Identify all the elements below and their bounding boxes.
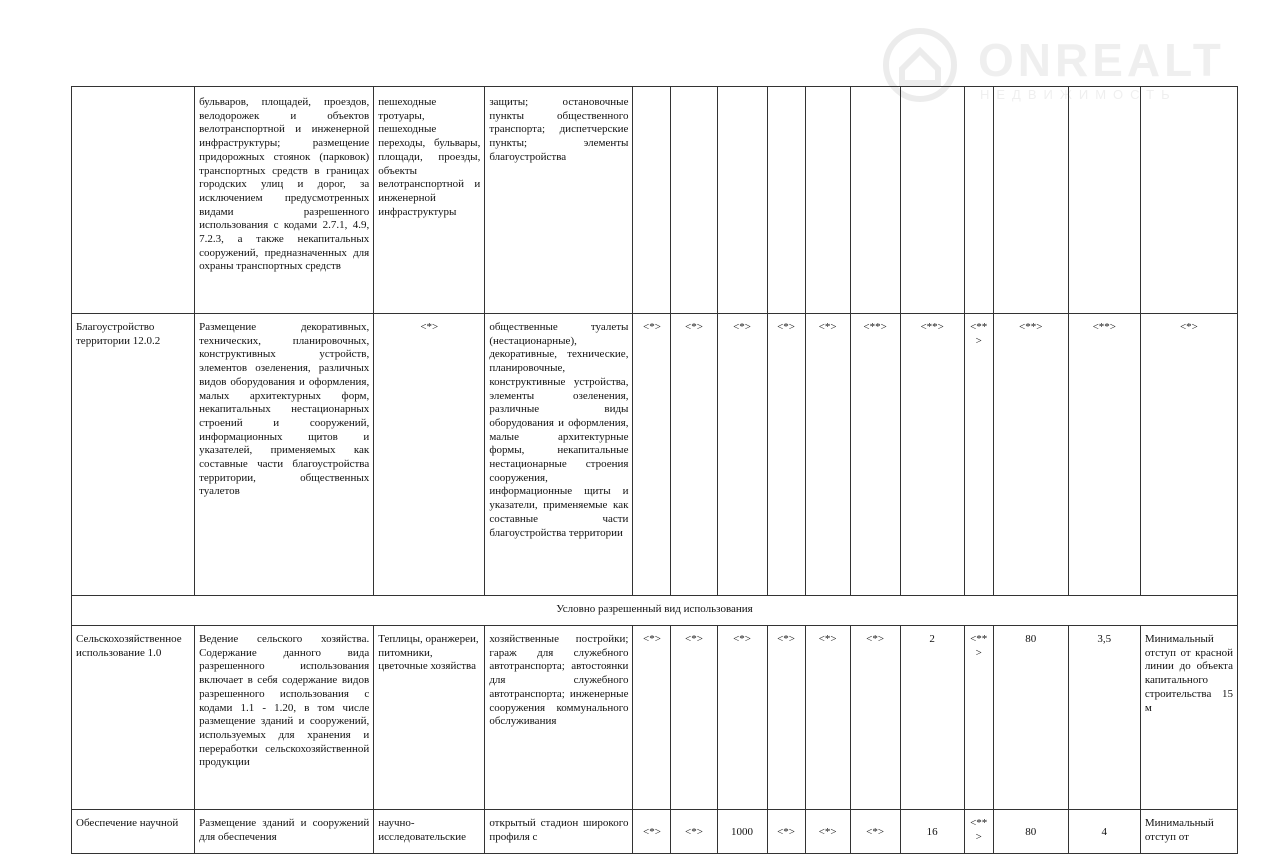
- row4-param-1: <*>: [633, 810, 671, 854]
- row2-param-1: <*>: [633, 314, 671, 596]
- row1-param-11: [1140, 87, 1237, 314]
- row3-param-2: <*>: [671, 626, 717, 810]
- row3-main-objects: Теплицы, оранжереи, питомники, цветочные хозяйства: [374, 626, 485, 810]
- table-row: [72, 626, 1238, 810]
- row1-param-10: [1068, 87, 1140, 314]
- row4-param-8: <**>: [964, 810, 993, 854]
- row3-description: Ведение сельского хозяйства. Содержание данного вида разрешенного использования включает в себя содержание видов разрешенного использования с кодами 1.1 - 1.20, в том числе размещение зданий и сооружений, используемых для хранения и переработки сельскохозяйственной продукции: [195, 626, 374, 810]
- watermark-subtitle: НЕДВИЖИМОСТЬ: [980, 87, 1177, 102]
- row4-param-10: 4: [1068, 810, 1140, 854]
- row4-param-6: <*>: [850, 810, 900, 854]
- row2-param-5: <*>: [805, 314, 850, 596]
- row1-description: бульваров, площадей, проездов, велодорожек и объектов велотранспортной и инженерной инфраструктуры; размещение придорожных стоянок (парковок) транспортных средств в границах городских улиц и дорог, за исключением предусмотренных видами разрешенного использования с кодами 2.7.1, 4.9, 7.2.3, а также некапитальных сооружений, предназначенных для охраны транспортных средств: [195, 87, 374, 314]
- row1-aux-objects: защиты; остановочные пункты общественного транспорта; диспетчерские пункты; элементы благоустройства: [485, 87, 633, 314]
- row1-param-6: [850, 87, 900, 314]
- row1-param-9: [993, 87, 1068, 314]
- row3-param-4: <*>: [767, 626, 805, 810]
- zoning-table: [71, 86, 1238, 854]
- row3-name: Сельскохозяйственное использование 1.0: [72, 626, 195, 810]
- row4-param-9: 80: [993, 810, 1068, 854]
- row1-param-8: [964, 87, 993, 314]
- row3-param-5: <*>: [805, 626, 850, 810]
- row4-param-7: 16: [900, 810, 964, 854]
- row2-param-8: <**>: [964, 314, 993, 596]
- row1-param-1: [633, 87, 671, 314]
- watermark-brand: ONREALT: [978, 34, 1225, 86]
- row3-param-7: 2: [900, 626, 964, 810]
- row4-description: Размещение зданий и сооружений для обеспечения: [195, 810, 374, 854]
- row2-aux-objects: общественные туалеты (нестационарные), декоративные, технические, планировочные, конструктивные устройства, элементы озеленения, различные виды оборудования и оформления, малые архитектурные формы, некапитальные нестационарные строения сооружения, информационные щиты и указатели, применяемые как составные части благоустройства территории: [485, 314, 633, 596]
- row4-param-2: <*>: [671, 810, 717, 854]
- row3-param-11: Минимальный отступ от красной линии до объекта капитального строительства 15 м: [1140, 626, 1237, 810]
- row2-param-3: <*>: [717, 314, 767, 596]
- row4-param-3: 1000: [717, 810, 767, 854]
- row2-main-objects: <*>: [374, 314, 485, 596]
- row3-param-1: <*>: [633, 626, 671, 810]
- row4-main-objects: научно-исследовательские: [374, 810, 485, 854]
- row2-param-10: <**>: [1068, 314, 1140, 596]
- table-row: [72, 810, 1238, 854]
- row3-param-6: <*>: [850, 626, 900, 810]
- row4-aux-objects: открытый стадион широкого профиля с: [485, 810, 633, 854]
- row1-name: [72, 87, 195, 314]
- row2-param-9: <**>: [993, 314, 1068, 596]
- row4-param-4: <*>: [767, 810, 805, 854]
- row4-name: Обеспечение научной: [72, 810, 195, 854]
- row4-param-5: <*>: [805, 810, 850, 854]
- row2-param-2: <*>: [671, 314, 717, 596]
- row1-param-5: [805, 87, 850, 314]
- row2-param-11: <*>: [1140, 314, 1237, 596]
- row1-param-3: [717, 87, 767, 314]
- row1-param-7: [900, 87, 964, 314]
- row1-param-2: [671, 87, 717, 314]
- row3-param-8: <**>: [964, 626, 993, 810]
- table-row: [72, 87, 1238, 314]
- row3-param-3: <*>: [717, 626, 767, 810]
- table-row: [72, 314, 1238, 596]
- row1-main-objects: пешеходные тротуары, пешеходные переходы, бульвары, площади, проезды, объекты велотранспортной и инженерной инфраструктуры: [374, 87, 485, 314]
- row2-name: Благоустройство территории 12.0.2: [72, 314, 195, 596]
- section-heading: Условно разрешенный вид использования: [72, 596, 1238, 626]
- row2-param-4: <*>: [767, 314, 805, 596]
- row4-param-11: Минимальный отступ от: [1140, 810, 1237, 854]
- row2-param-7: <**>: [900, 314, 964, 596]
- row3-param-9: 80: [993, 626, 1068, 810]
- section-row: [72, 596, 1238, 626]
- row3-aux-objects: хозяйственные постройки; гараж для служебного автотранспорта; автостоянки для служебного автотранспорта; инженерные сооружения коммунального обслуживания: [485, 626, 633, 810]
- row2-description: Размещение декоративных, технических, планировочных, конструктивных устройств, элементов озеленения, различных видов оборудования и оформления, малых архитектурных форм, некапитальных нестационарных строений и сооружений, информационных щитов и указателей, применяемых как составные части благоустройства территории, общественных туалетов: [195, 314, 374, 596]
- row1-param-4: [767, 87, 805, 314]
- row3-param-10: 3,5: [1068, 626, 1140, 810]
- row2-param-6: <**>: [850, 314, 900, 596]
